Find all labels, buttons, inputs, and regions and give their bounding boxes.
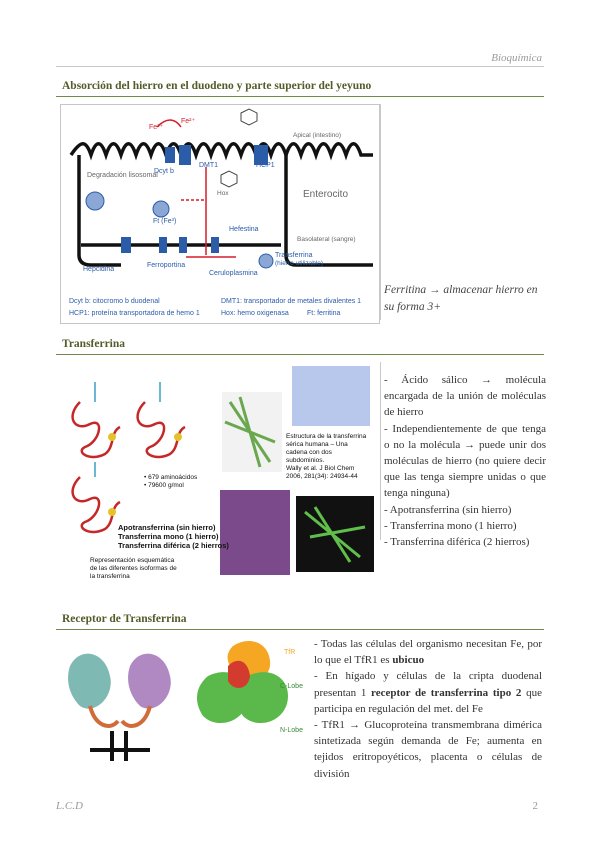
transferrin-figure bbox=[60, 362, 378, 592]
dcytb-label: Dcyt b bbox=[154, 168, 174, 175]
footer-initials: L.C.D bbox=[56, 800, 83, 812]
basolateral-label: Basolateral (sangre) bbox=[297, 236, 356, 243]
hefestina-label: Hefestina bbox=[229, 226, 259, 233]
tfr-label: TfR bbox=[284, 649, 296, 656]
ceruloplasmina-label: Ceruloplasmina bbox=[209, 270, 258, 277]
transferrina-label: Transferrina bbox=[275, 252, 313, 259]
forms-1: Apotransferrina (sin hierro) bbox=[118, 523, 216, 532]
dmt1-label: DMT1 bbox=[199, 162, 219, 169]
receptor-paragraphs bbox=[314, 636, 542, 782]
forms-2: Transferrina mono (1 hierro) bbox=[118, 532, 219, 541]
hepcidina-label: Hepcidina bbox=[83, 266, 115, 273]
rep-text: Representación esquemática de las diferentes isoformas de la transferrina bbox=[90, 557, 177, 580]
legend-4: Hox: hemo oxigenasa bbox=[221, 310, 289, 317]
ferroportina-label: Ferroportina bbox=[147, 262, 186, 269]
ft-label: Ft (Fe³) bbox=[153, 218, 177, 225]
fe3-label: Fe³⁺ bbox=[149, 124, 164, 131]
ferritina-caption: Ferritina → almacenar hierro en su forma 3+ bbox=[384, 284, 538, 313]
receptor-para-1: - Todas las células del organismo necesitan Fe, por lo que el TfR1 es ubicuo bbox=[314, 638, 542, 667]
clobe-label: C-Lobe bbox=[280, 683, 303, 690]
hox-label: Hox bbox=[217, 190, 229, 197]
iron-absorption-figure bbox=[60, 104, 380, 324]
transferrina-sub-label: (hierro utilizable) bbox=[275, 260, 324, 267]
section-divider bbox=[56, 96, 544, 97]
page-number: 2 bbox=[532, 800, 538, 812]
section-title-transferrina: Transferrina bbox=[62, 338, 126, 350]
tfr-diagram-left bbox=[60, 636, 180, 784]
degradacion-label: Degradación lisosomal bbox=[87, 172, 158, 179]
legend-5: Ft: ferritina bbox=[307, 310, 341, 317]
aa-bullet: • 679 aminoácidos bbox=[144, 474, 198, 481]
apical-label: Apical (intestino) bbox=[293, 132, 342, 139]
header-subject: Bioquímica bbox=[491, 52, 542, 64]
tfr-diagram-right bbox=[188, 636, 308, 748]
receptor-para-3: - TfR1 → Glucoproteína transmembrana dimérica sintetizada según demanda de Fe; aumenta en tejidos eritropoyéticos, placenta o células de división bbox=[314, 719, 542, 780]
section-divider bbox=[56, 354, 544, 355]
legend-3: DMT1: transportador de metales divalentes 1 bbox=[221, 298, 362, 305]
list-item: - Independientemente de que tenga o no la molécula → puede unir dos moléculas de hierro (no quiere decir que las tenga siempre unidas o que tenga ninguna) bbox=[384, 422, 546, 500]
section-title-receptor: Receptor de Transferrina bbox=[62, 613, 187, 625]
section-title-absorcion: Absorción del hierro en el duodeno y parte superior del yeyuno bbox=[62, 80, 372, 92]
transferrina-list bbox=[384, 372, 546, 550]
receptor-para-2: - En hígado y células de la cripta duodenal presentan 1 receptor de transferrina tipo 2 que participa en regulación del met. del Fe bbox=[314, 670, 542, 715]
nlobe-label: N-Lobe bbox=[280, 727, 303, 734]
list-item: - Transferrina diférica (2 hierros) bbox=[384, 536, 530, 549]
header-divider bbox=[56, 66, 544, 67]
enterocito-label: Enterocito bbox=[303, 189, 349, 200]
section-divider bbox=[56, 629, 544, 630]
legend-1: Dcyt b: citocromo b duodenal bbox=[69, 298, 160, 305]
caption-rule bbox=[380, 104, 381, 320]
list-item: - Ácido sálico → molécula encargada de la unión de moléculas de hierro bbox=[384, 374, 546, 419]
fe2-label: Fe²⁺ bbox=[181, 118, 196, 125]
forms-3: Transferrina diférica (2 hierros) bbox=[118, 541, 229, 550]
hcp1-label: HCP1 bbox=[256, 162, 275, 169]
mw-bullet: • 79600 g/mol bbox=[144, 482, 184, 489]
list-rule bbox=[380, 362, 381, 540]
list-item: - Transferrina mono (1 hierro) bbox=[384, 519, 517, 532]
legend-2: HCP1: proteína transportadora de hemo 1 bbox=[69, 310, 200, 317]
struct-text: Estructura de la transferrina sérica humana – Una cadena con dos subdominios. Wally et al. J Biol Chem 2006, 281(34): 24934-44 bbox=[286, 433, 367, 480]
list-item: - Apotransferrina (sin hierro) bbox=[384, 503, 512, 516]
